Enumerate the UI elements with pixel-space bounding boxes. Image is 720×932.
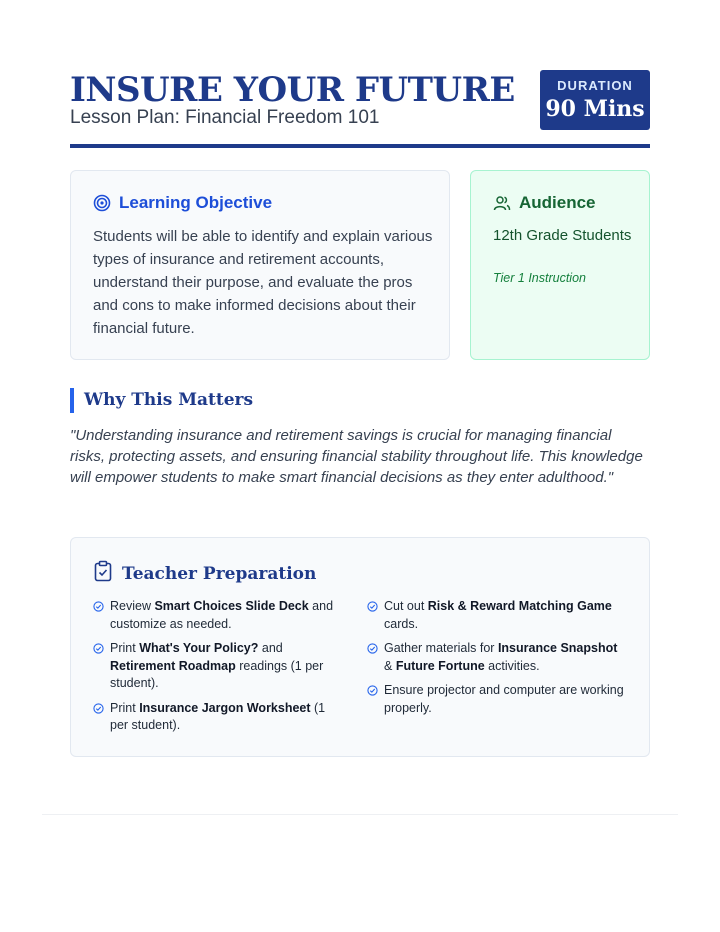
- preparation-item-text: Gather materials for Insurance Snapshot & Future Fortune activities.: [384, 641, 618, 673]
- preparation-item-text: Print What's Your Policy? and Retirement Roadmap readings (1 per student).: [110, 641, 324, 690]
- preparation-item: [93, 598, 343, 633]
- check-circle-icon: [93, 643, 104, 654]
- learning-objective-text: Students will be able to identify and explain various types of insurance and retirement accounts, understand their purpose, and evaluate the pros and cons to make informed decisions about their financial future.: [93, 228, 433, 337]
- preparation-item: [367, 682, 629, 717]
- why-this-matters-title: Why This Matters: [70, 388, 650, 413]
- preparation-list-right: [367, 598, 629, 724]
- users-icon: [493, 194, 511, 212]
- preparation-item-text: Cut out Risk & Reward Matching Game cards.: [384, 599, 612, 631]
- preparation-item-text: Ensure projector and computer are working properly.: [384, 683, 624, 715]
- audience-card: [470, 170, 650, 360]
- why-this-matters-quote: "Understanding insurance and retirement savings is crucial for managing financial risks, protecting assets, and ensuring financial stability throughout life. This knowledge will empower students to make smart financial decisions as they enter adulthood.": [70, 427, 643, 486]
- target-icon: [93, 194, 111, 212]
- audience-title: Audience: [519, 193, 596, 212]
- duration-value: 90 Mins: [545, 96, 645, 122]
- header: [70, 68, 650, 148]
- duration-badge: [540, 70, 650, 130]
- why-this-matters-section: [70, 388, 650, 488]
- preparation-item: [93, 700, 343, 735]
- check-circle-icon: [367, 685, 378, 696]
- check-circle-icon: [367, 643, 378, 654]
- teacher-preparation-header: [93, 560, 316, 587]
- audience-grade: 12th Grade Students: [493, 227, 632, 244]
- page-title: INSURE YOUR FUTURE: [70, 70, 515, 110]
- preparation-list-left: [93, 598, 343, 742]
- check-circle-icon: [93, 703, 104, 714]
- learning-objective-header: [93, 193, 272, 213]
- teacher-preparation-card: [70, 537, 650, 757]
- learning-objective-title: Learning Objective: [119, 193, 273, 212]
- duration-label: DURATION: [557, 78, 633, 93]
- learning-objective-card: [70, 170, 450, 360]
- preparation-item: [93, 640, 343, 693]
- preparation-item-text: Review Smart Choices Slide Deck and customize as needed.: [110, 599, 334, 631]
- preparation-item-text: Print Insurance Jargon Worksheet (1 per student).: [110, 700, 326, 732]
- page-subtitle: Lesson Plan: Financial Freedom 101: [70, 107, 380, 128]
- preparation-item: [367, 598, 629, 633]
- preparation-item: [367, 640, 629, 675]
- audience-tier: Tier 1 Instruction: [493, 271, 586, 285]
- footer-divider: [42, 814, 678, 815]
- check-circle-icon: [367, 601, 378, 612]
- check-circle-icon: [93, 601, 104, 612]
- audience-header: [493, 193, 596, 213]
- clipboard-check-icon: [93, 560, 113, 587]
- teacher-preparation-title: Teacher Preparation: [122, 563, 317, 584]
